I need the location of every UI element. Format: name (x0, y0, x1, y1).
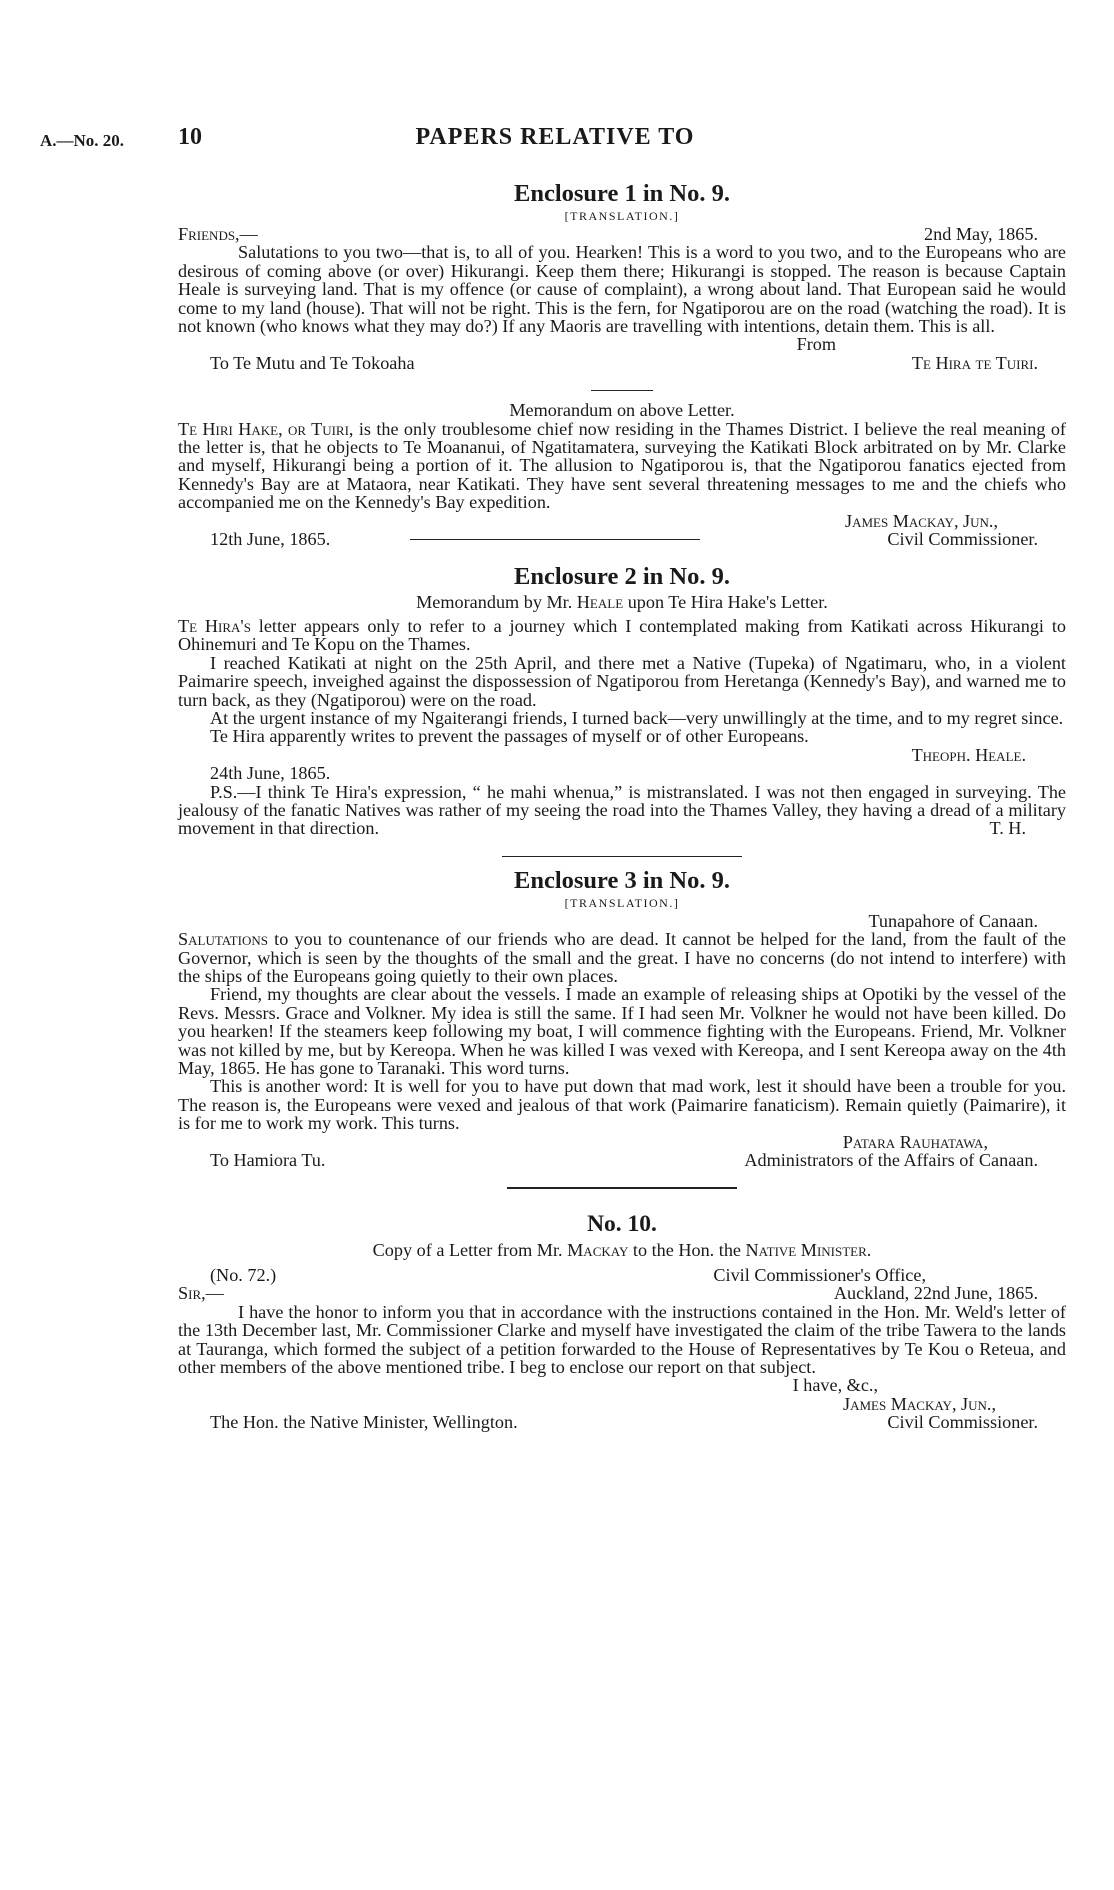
enclosure-1 (178, 180, 1066, 372)
place-date: Auckland, 22nd June, 1865. (833, 1283, 1038, 1304)
page-header (40, 124, 1070, 162)
enclosure-2-subheading: Memorandum by Mr. Heale upon Te Hira Hake's Letter. (416, 591, 828, 612)
letter-place: Tunapahore of Canaan. (868, 910, 1038, 931)
document-no-10 (178, 1211, 1066, 1431)
memorandum-1 (178, 401, 1066, 548)
addressee: To Te Mutu and Te Tokoaha (210, 352, 415, 373)
translation-label: [TRANSLATION.] (564, 895, 680, 910)
running-title: PAPERS RELATIVE TO (415, 124, 695, 150)
page-body (178, 180, 1066, 1432)
addressee: The Hon. the Native Minister, Wellington. (210, 1412, 518, 1433)
salutation: Sir,— (178, 1283, 224, 1304)
postscript: P.S.—I think Te Hira's expression, “ he mahi whenua,” is mistranslated. I was not then engaged in surveying. The jealousy of the fanatic Natives was rather of my seeing the road into the Thames Valley, they having a dread of a military movement in that direction. (178, 781, 1066, 839)
paragraph: Te Hira apparently writes to prevent the passages of myself or of other Europeans. (210, 726, 809, 747)
signature: James Mackay, Jun., (845, 510, 998, 531)
paragraph: This is another word: It is well for you to have put down that mad work, lest it should have been a trouble for you. The reason is, the Europeans were vexed and jealous of that work (Paimarire fanaticism). Remain quietly (Paimarire), it is for me to work my work. This turns. (178, 1076, 1066, 1134)
enclosure-1-heading: Enclosure 1 in No. 9. (514, 180, 730, 207)
memorandum-signoff (178, 530, 1066, 548)
letter-dateline (178, 1284, 1066, 1302)
letter-body: I have the honor to inform you that in accordance with the instructions contained in the Hon. Mr. Weld's letter of the 13th December last, Mr. Commissioner Clarke and myself have investigated the claim of the tribe Tawera to the lands at Tauranga, which formed the subject of a petition forwarded to the House of Representatives by Te Kou o Reteua, and other members of the above mentioned tribe. I beg to enclose our report on that subject. (178, 1301, 1066, 1377)
signatory-title: Civil Commissioner. (887, 1412, 1038, 1433)
no-10-subheading: Copy of a Letter from Mr. Mackay to the Hon. the Native Minister. (372, 1240, 872, 1261)
signature: Patara Rauhatawa, (842, 1131, 988, 1152)
paragraph: I reached Katikati at night on the 25th April, and there met a Native (Tupeka) of Ngatimaru, who, in a violent Paimarire speech, inveighed against the dispossession of Ngatiporou from Heretanga (Kennedy's Bay), and warned me to turn back, as they (Ngatiporou) were on the road. (178, 652, 1066, 710)
enclosure-2-heading: Enclosure 2 in No. 9. (514, 562, 730, 590)
letter-number: (No. 72.) (210, 1264, 277, 1285)
office-line: Civil Commissioner's Office, (713, 1264, 926, 1285)
paragraph: Salutations to you to countenance of our friends who are dead. It cannot be helped for the land, from the fault of the Governor, which is seen by the thoughts of the small and the great. I have no concerns (do not intend to interfere) with the ships of the Europeans going quietly to their own places. (178, 929, 1066, 987)
signatory-title: Civil Commissioner. (887, 529, 1038, 550)
memorandum-body: Te Hiri Hake, or Tuiri, is the only troublesome chief now residing in the Thames District. I believe the real meaning of the letter is, that he objects to Te Moananui, of Ngatitamatera, surveying the Katikati Block arbitrated on by Mr. Clarke and myself, Hikurangi being a portion of it. The allusion to Ngatiporou is, that the Ngatiporou fanatics ejected from Kennedy's Bay are at Mataora, near Katikati. They have sent several threatening messages to me and the chiefs who accompanied me on the Kennedy's Bay expedition. (178, 418, 1066, 513)
letter-date: 2nd May, 1865. (924, 224, 1038, 244)
translation-label: [TRANSLATION.] (564, 209, 680, 223)
letter-body: Salutations to you two—that is, to all of you. Hearken! This is a word to you two, and to the Europeans who are desirous of coming above (or over) Hikurangi. Keep them there; Hikurangi is stopped. The reason is because Captain Heale is surveying land. That is my offence (or cause of complaint), a wrong about land. That European said he would come to my land (house). That will not be right. This is the fern, for Ngatiporou are on the road (watching the road). It is not known (who knows what they may do?) If any Maoris are travelling with intentions, detain them. This is all. (178, 242, 1066, 337)
enclosure-3 (178, 867, 1066, 1170)
letter-signoff (178, 1151, 1066, 1169)
paper-reference: A.—No. 20. (40, 131, 125, 150)
paragraph: At the urgent instance of my Ngaiterangi friends, I turned back—very unwillingly at the time, and to my regret since. (210, 707, 1064, 728)
signature: Te Hira te Tuiri. (911, 352, 1038, 373)
addressee: To Hamiora Tu. (210, 1150, 326, 1171)
letter-signoff (178, 354, 1066, 372)
signatory-title: Administrators of the Affairs of Canaan. (744, 1150, 1038, 1171)
memorandum-date: 12th June, 1865. (210, 529, 331, 550)
signature: Theoph. Heale. (911, 744, 1026, 765)
memorandum-heading: Memorandum on above Letter. (509, 400, 735, 421)
enclosure-3-heading: Enclosure 3 in No. 9. (514, 866, 730, 894)
salutation: Friends,— (178, 224, 258, 244)
memorandum-lead: Te Hiri Hake, or Tuiri, (178, 418, 354, 439)
from-label: From (796, 334, 836, 355)
no-10-heading: No. 10. (587, 1211, 657, 1238)
section-divider (410, 539, 700, 540)
closing: I have, &c., (792, 1375, 878, 1396)
paragraph: Friend, my thoughts are clear about the vessels. I made an example of releasing ships at Opotiki by the vessel of the Revs. Messrs. Grace and Volkner. My idea is still the same. If I had seen Mr. Volkner he would not have been killed. Do you hearken! If the steamers keep following my boat, I will commence fighting with the Europeans. Friend, Mr. Volkner was not killed by me, but by Kereopa. When he was killed I was vexed with Kereopa, and I sent Kereopa away on the 4th May, 1865. He has gone to Taranaki. This word turns. (178, 984, 1066, 1079)
letter-reference-line (178, 1266, 1066, 1284)
page-number: 10 (178, 124, 202, 150)
enclosure-2 (178, 563, 1066, 838)
letter-signoff (178, 1413, 1066, 1431)
postscript-initials: T. H. (989, 818, 1026, 839)
memorandum-date: 24th June, 1865. (210, 763, 331, 784)
paragraph: Te Hira's letter appears only to refer to a journey which I contemplated making from Katikati across Hikurangi to Ohinemuri and Te Kopu on the Thames. (178, 615, 1066, 655)
letter-dateline (178, 225, 1066, 243)
signature: James Mackay, Jun., (843, 1393, 996, 1414)
